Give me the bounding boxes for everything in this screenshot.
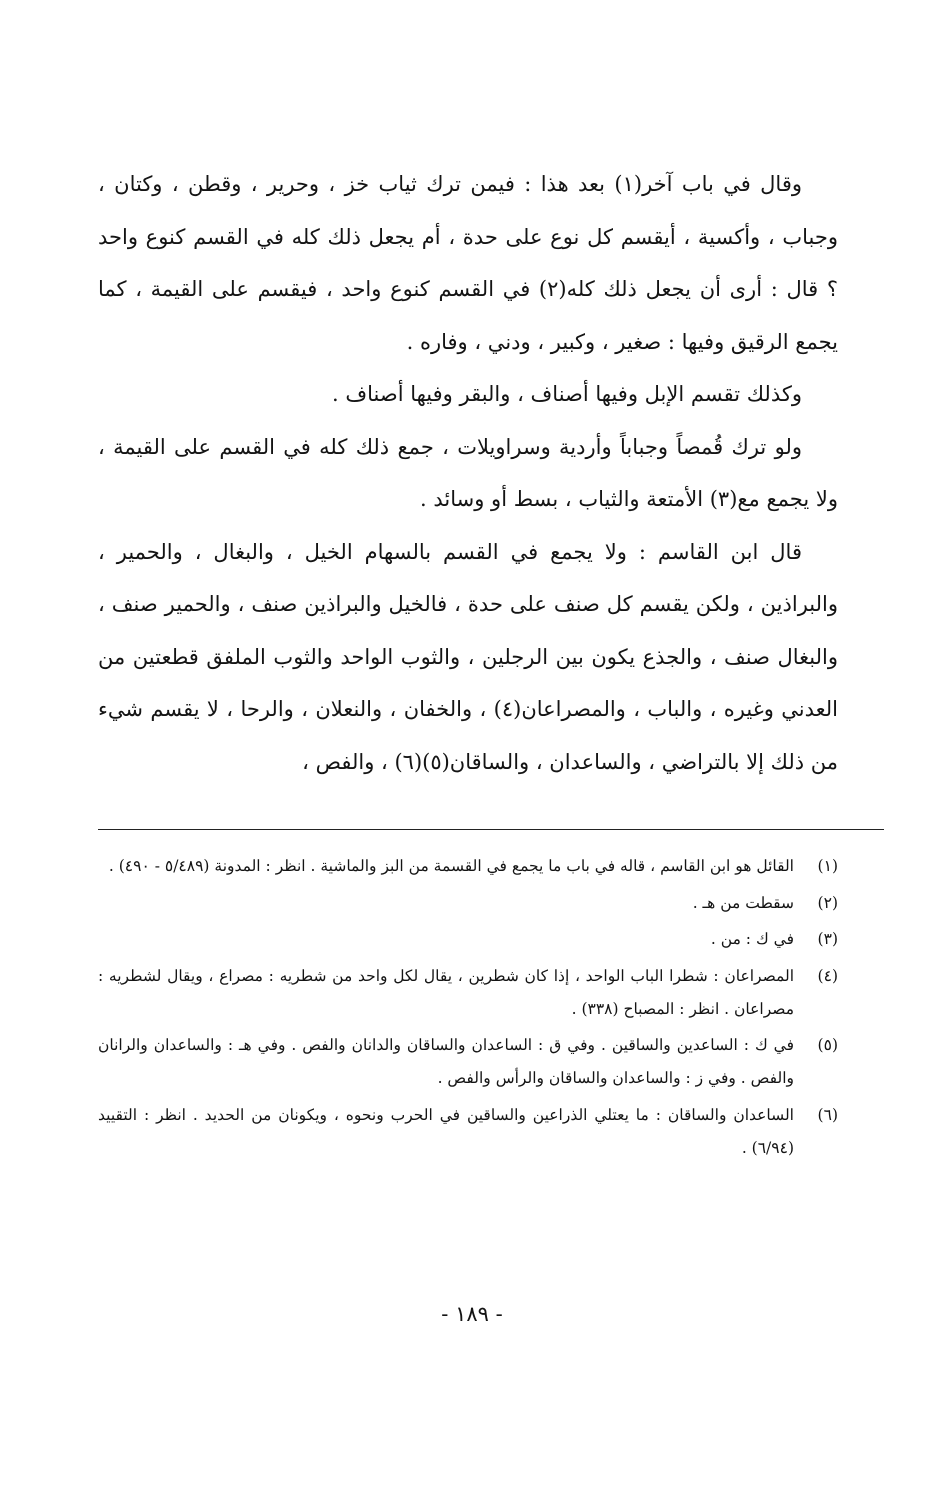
footnote-number: (١)	[817, 857, 838, 875]
footnote	[98, 887, 838, 920]
footnote-separator	[98, 829, 884, 830]
footnote-number: (٢)	[817, 893, 838, 912]
footnote-text: الساعدان والساقان : ما يعتلي الذراعين والساقين في الحرب ونحوه ، ويكونان من الحديد . انظر : التقييد (٦/٩٤) .	[98, 1105, 794, 1157]
footnote-number: (٦)	[817, 1105, 838, 1124]
footnote-number: (٣)	[817, 930, 838, 948]
footnotes	[98, 850, 838, 1168]
main-text	[98, 158, 838, 788]
footnote	[98, 850, 838, 883]
paragraph: وقال في باب آخر(١) بعد هذا : فيمن ترك ثياب خز ، وحرير ، وقطن ، وكتان ، وجباب ، وأكسية ، أيقسم كل نوع على حدة ، أم يجعل ذلك كله في القسم كنوع واحد ؟ قال : أرى أن يجعل ذلك كله(٢) في القسم كنوع واحد ، فيقسم على القيمة ، كما يجمع الرقيق وفيها : صغير ، وكبير ، ودني ، وفاره .	[98, 172, 838, 354]
footnote	[98, 923, 838, 956]
footnote	[98, 1099, 838, 1165]
paragraph: قال ابن القاسم : ولا يجمع في القسم بالسهام الخيل ، والبغال ، والحمير ، والبراذين ، ولكن يقسم كل صنف على حدة ، فالخيل والبراذين صنف ، والحمير صنف ، والبغال صنف ، والجذع يكون بين الرجلين ، والثوب الواحد والثوب الملفق قطعتين من العدني وغيره ، والباب ، والمصراعان(٤) ، والخفان ، والنعلان ، والرحا ، لا يقسم شيء من ذلك إلا بالتراضي ، والساعدان ، والساقان(٥)(٦) ، والفص ،	[98, 539, 838, 774]
footnote-text: في ك : الساعدين والساقين . وفي ق : الساعدان والساقان والدانان والفص . وفي هـ : والساعدان والرانان والفص . وفي ز : والساعدان والساقان والرأس والفص .	[98, 1036, 794, 1087]
paragraph: ولو ترك قُمصاً وجباباً وأردية وسراويلات ، جمع ذلك كله في القسم على القيمة ، ولا يجمع مع(٣) الأمتعة والثياب ، بسط أو وسائد .	[98, 434, 838, 511]
footnote	[98, 960, 838, 1026]
footnote-text: المصراعان : شطرا الباب الواحد ، إذا كان شطرين ، يقال لكل واحد من شطريه : مصراع ، ويقال لشطريه : مصراعان . انظر : المصباح (٣٣٨) .	[98, 966, 794, 1018]
paragraph: وكذلك تقسم الإبل وفيها أصناف ، والبقر وفيها أصناف .	[332, 382, 802, 406]
footnote-number: (٤)	[817, 966, 838, 985]
footnote-number: (٥)	[817, 1036, 838, 1054]
footnote-text: سقطت من هـ .	[692, 893, 794, 912]
footnote	[98, 1029, 838, 1095]
footnote-text: القائل هو ابن القاسم ، قاله في باب ما يجمع في القسمة من البز والماشية . انظر : المدونة (٥/٤٨٩ - ٤٩٠) .	[108, 857, 794, 875]
footnote-text: في ك : من .	[710, 930, 794, 948]
page-number: - ١٨٩ -	[441, 1302, 503, 1326]
